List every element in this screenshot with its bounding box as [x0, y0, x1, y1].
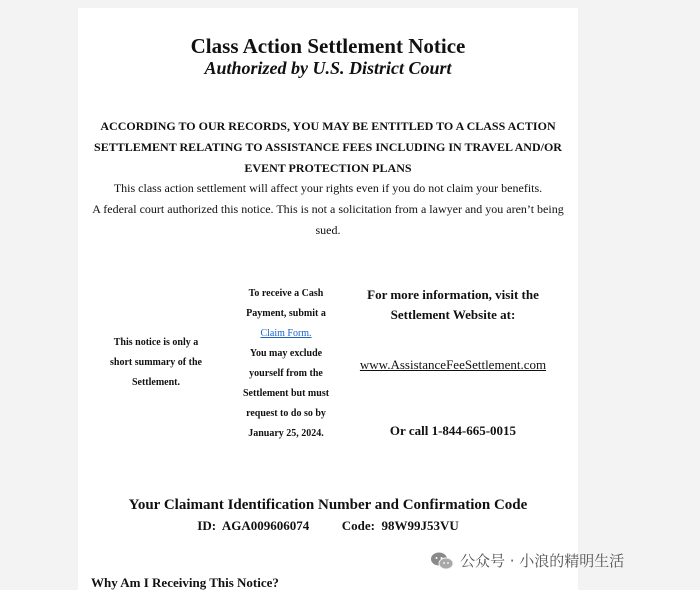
notice-title: Class Action Settlement Notice	[190, 34, 466, 58]
settlement-website-link[interactable]: www.AssistanceFeeSettlement.com	[359, 357, 547, 372]
code-value: 98W99J53VU	[381, 518, 459, 533]
claim-form-link[interactable]: Claim Form.	[260, 328, 312, 339]
id-value: AGA009606074	[221, 518, 310, 533]
authorization-line: A federal court authorized this notice. This is not a solicitation from a lawyer and you aren’t being sued.	[92, 202, 564, 237]
payment-column	[236, 284, 336, 444]
summary-column: This notice is only a short summary of the Settlement.	[110, 337, 202, 388]
claimant-ids	[78, 518, 578, 534]
id-label: ID:	[197, 518, 217, 533]
payment-intro-text: To receive a Cash Payment, submit a	[246, 288, 326, 319]
info-heading: For more information, visit the Settlement Website at:	[367, 287, 539, 322]
wechat-icon	[430, 551, 454, 571]
watermark-text: 公众号 · 小浪的精明生活	[460, 552, 625, 570]
notice-page	[78, 8, 578, 590]
exclusion-text: You may exclude yourself from the Settlement but must request to do so by January 25, 2024.	[242, 348, 330, 439]
section-heading-why: Why Am I Receiving This Notice?	[91, 575, 279, 590]
claimant-heading: Your Claimant Identification Number and Confirmation Code	[128, 497, 528, 513]
watermark	[430, 550, 624, 571]
rights-line: This class action settlement will affect your rights even if you do not claim your benefits.	[113, 181, 543, 195]
entitlement-paragraph: ACCORDING TO OUR RECORDS, YOU MAY BE ENTITLED TO A CLASS ACTION SETTLEMENT RELATING TO ASSISTANCE FEES INCLUDING IN TRAVEL AND/OR EVENT PROTECTION PLANS	[94, 119, 562, 175]
phone-number: Or call 1-844-665-0015	[389, 423, 517, 438]
code-label: Code:	[341, 518, 375, 533]
notice-subtitle: Authorized by U.S. District Court	[204, 58, 452, 78]
